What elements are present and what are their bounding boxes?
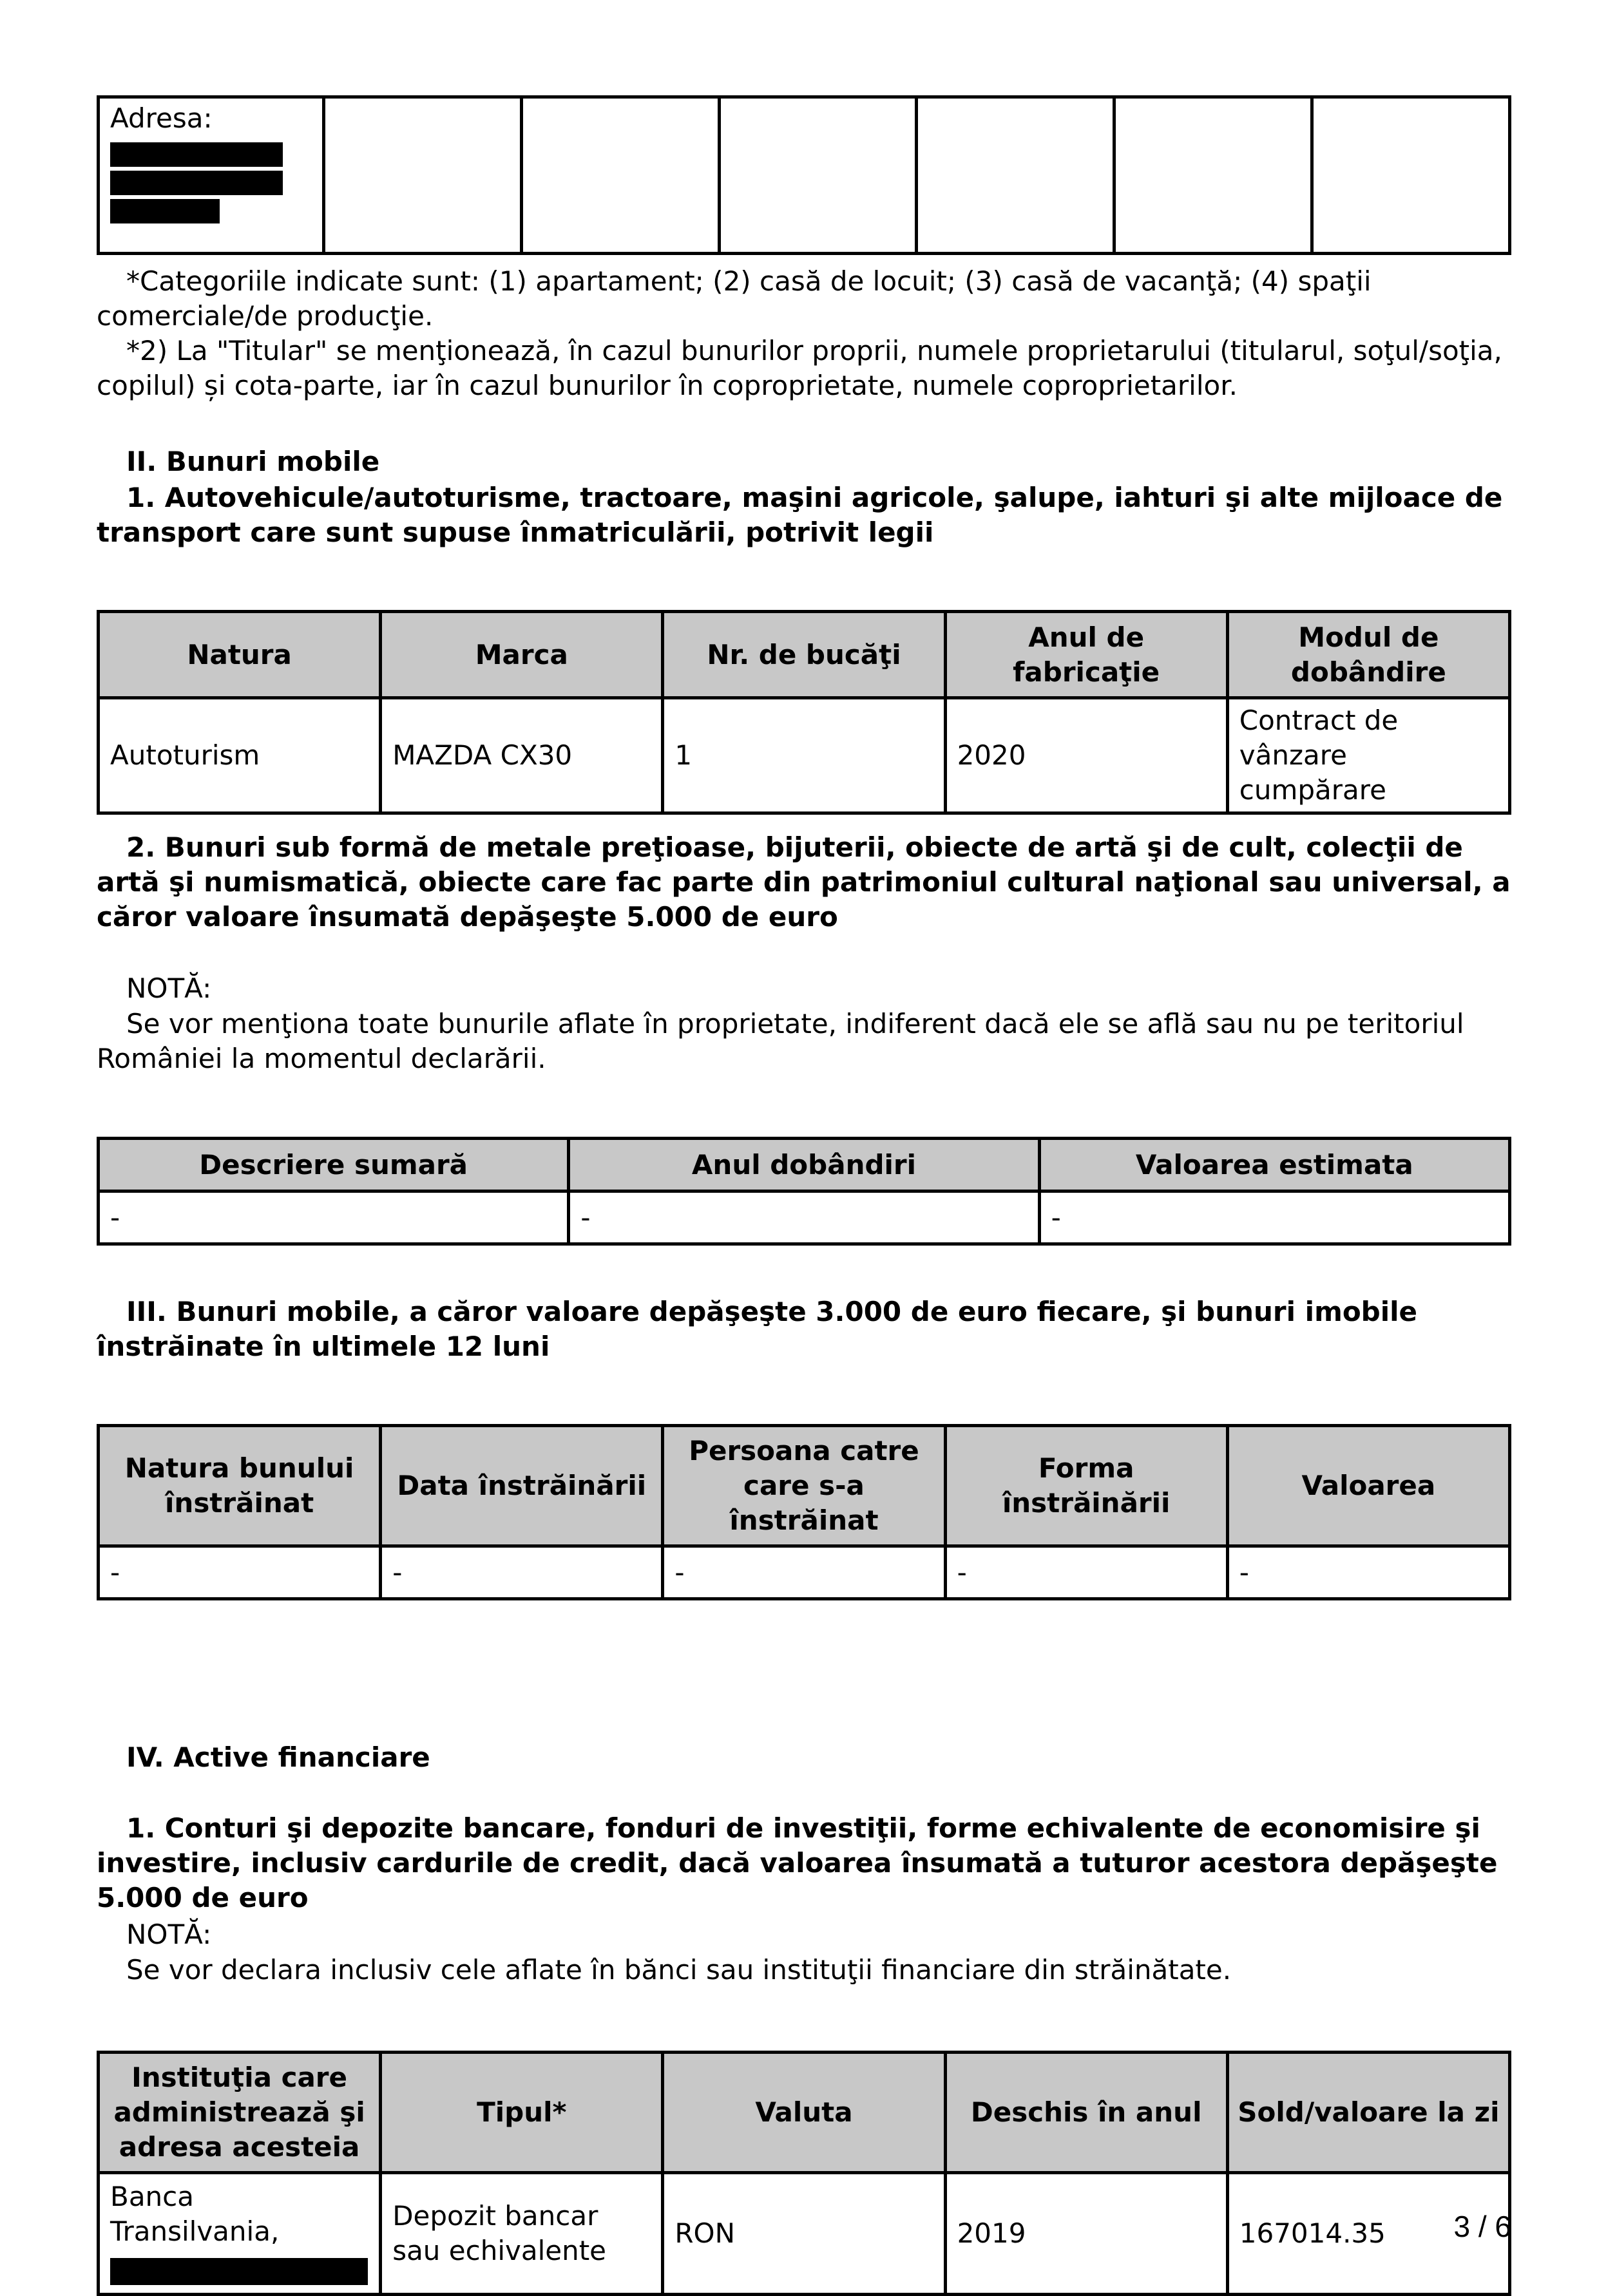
- page-number: 3 / 6: [1453, 2210, 1511, 2243]
- empty-cell: [719, 97, 917, 254]
- valuables-table: [97, 1137, 1511, 1246]
- table-header-row: [99, 2053, 1510, 2173]
- header-institutia: Instituţia care administrează şi adresa acesteia: [99, 2053, 381, 2173]
- header-persoana: Persoana catre care s-a înstrăinat: [663, 1426, 945, 1546]
- table-header-row: [99, 1426, 1510, 1546]
- empty-cell: [324, 97, 522, 254]
- subsection-valuables-title: 2. Bunuri sub formă de metale preţioase, bijuterii, obiecte de artă şi de cult, colecţii de artă şi numismatică, obiecte care fac parte din patrimoniul cultural naţional sau universal, a căror valoare însumată depăşeşte 5.000 de euro: [97, 831, 1511, 933]
- table-row: [99, 1191, 1510, 1244]
- alienated-assets-table: [97, 1424, 1511, 1600]
- header-deschis-in-anul: Deschis în anul: [945, 2053, 1227, 2173]
- section-title-instrainate: III. Bunuri mobile, a căror valoare depăşeşte 3.000 de euro fiecare, şi bunuri imobile înstrăinate în ultimele 12 luni: [97, 1296, 1418, 1362]
- table-row: [99, 1546, 1510, 1599]
- table-row: [99, 698, 1510, 813]
- table-row: [99, 2173, 1510, 2295]
- header-tipul: Tipul*: [381, 2053, 663, 2173]
- subsection-vehicles-title: 1. Autovehicule/autoturisme, tractoare, maşini agricole, şalupe, iahturi şi alte mijloace de transport care sunt supuse înmatriculării, potrivit legii: [97, 482, 1503, 548]
- redaction-bar: [110, 171, 283, 195]
- cell-anul-fabricatie: 2020: [945, 698, 1227, 813]
- empty-cell: [521, 97, 719, 254]
- cell-descriere: -: [99, 1191, 569, 1244]
- header-anul-fabricatie: Anul de fabricaţie: [945, 612, 1227, 698]
- header-anul-dobandiri: Anul dobândiri: [569, 1139, 1039, 1191]
- cell-valuta: RON: [663, 2173, 945, 2295]
- category-notes: [97, 264, 1511, 403]
- header-nr-bucati: Nr. de bucăţi: [663, 612, 945, 698]
- cell-persoana: -: [663, 1546, 945, 1599]
- empty-cell: [1114, 97, 1312, 254]
- cell-natura: Autoturism: [99, 698, 381, 813]
- header-forma-instrainarii: Forma înstrăinării: [945, 1426, 1227, 1546]
- header-marca: Marca: [381, 612, 663, 698]
- redaction-bar: [110, 142, 283, 167]
- address-label: Adresa:: [110, 102, 213, 134]
- header-natura: Natura: [99, 612, 381, 698]
- section-title-active-financiare: IV. Active financiare: [126, 1741, 430, 1773]
- note-text: Se vor menţiona toate bunurile aflate în proprietate, indiferent dacă ele se află sau nu pe teritoriul României la momentul declarării.: [97, 1008, 1464, 1074]
- cell-tipul: Depozit bancar sau echivalente: [381, 2173, 663, 2295]
- empty-cell: [917, 97, 1114, 254]
- cell-institutia-text: Banca Transilvania,: [110, 2181, 280, 2247]
- header-data-instrainarii: Data înstrăinării: [381, 1426, 663, 1546]
- subsection-accounts-title: 1. Conturi şi depozite bancare, fonduri de investiţii, forme echivalente de economisire şi investire, inclusiv cardurile de credit, dacă valoarea însumată a tuturor acestora depăşeşte 5.000 de euro: [97, 1812, 1498, 1913]
- cell-data-instrainarii: -: [381, 1546, 663, 1599]
- note-label: NOTĂ:: [126, 972, 212, 1004]
- header-modul-dobandire: Modul de dobândire: [1227, 612, 1509, 698]
- cell-forma-instrainarii: -: [945, 1546, 1227, 1599]
- cell-valoarea-estimata: -: [1039, 1191, 1509, 1244]
- vehicles-table: [97, 610, 1511, 815]
- table-header-row: [99, 1139, 1510, 1191]
- address-cell: [99, 97, 324, 254]
- note-label: NOTĂ:: [126, 1919, 212, 1950]
- cell-institutia: [99, 2173, 381, 2295]
- header-descriere: Descriere sumară: [99, 1139, 569, 1191]
- redaction-bar: [110, 2258, 368, 2285]
- section-title-bunuri-mobile: II. Bunuri mobile: [126, 446, 380, 477]
- cell-marca: MAZDA CX30: [381, 698, 663, 813]
- redaction-bar: [110, 199, 220, 223]
- cell-anul-dobandiri: -: [569, 1191, 1039, 1244]
- empty-cell: [1312, 97, 1510, 254]
- header-natura-bunului: Natura bunului înstrăinat: [99, 1426, 381, 1546]
- table-header-row: [99, 612, 1510, 698]
- cell-sold: 167014.35: [1227, 2173, 1509, 2295]
- header-valuta: Valuta: [663, 2053, 945, 2173]
- header-valoarea-estimata: Valoarea estimata: [1039, 1139, 1509, 1191]
- note-categories: *Categoriile indicate sunt: (1) apartament; (2) casă de locuit; (3) casă de vacanţă; (4) spaţii comerciale/de producţie.: [97, 265, 1372, 332]
- cell-modul-dobandire: Contract de vânzare cumpărare: [1227, 698, 1509, 813]
- header-valoarea: Valoarea: [1227, 1426, 1509, 1546]
- cell-deschis-in-anul: 2019: [945, 2173, 1227, 2295]
- cell-natura-bunului: -: [99, 1546, 381, 1599]
- note-titular: *2) La "Titular" se menţionează, în cazul bunurilor proprii, numele proprietarului (titularul, soţul/soţia, copilul) și cota-parte, iar în cazul bunurilor în coproprietate, numele coproprietarilor.: [97, 335, 1502, 401]
- header-sold: Sold/valoare la zi: [1227, 2053, 1509, 2173]
- note-text: Se vor declara inclusiv cele aflate în bănci sau instituţii financiare din străinătate.: [126, 1954, 1232, 1986]
- cell-valoarea: -: [1227, 1546, 1509, 1599]
- cell-nr-bucati: 1: [663, 698, 945, 813]
- address-table: [97, 95, 1511, 255]
